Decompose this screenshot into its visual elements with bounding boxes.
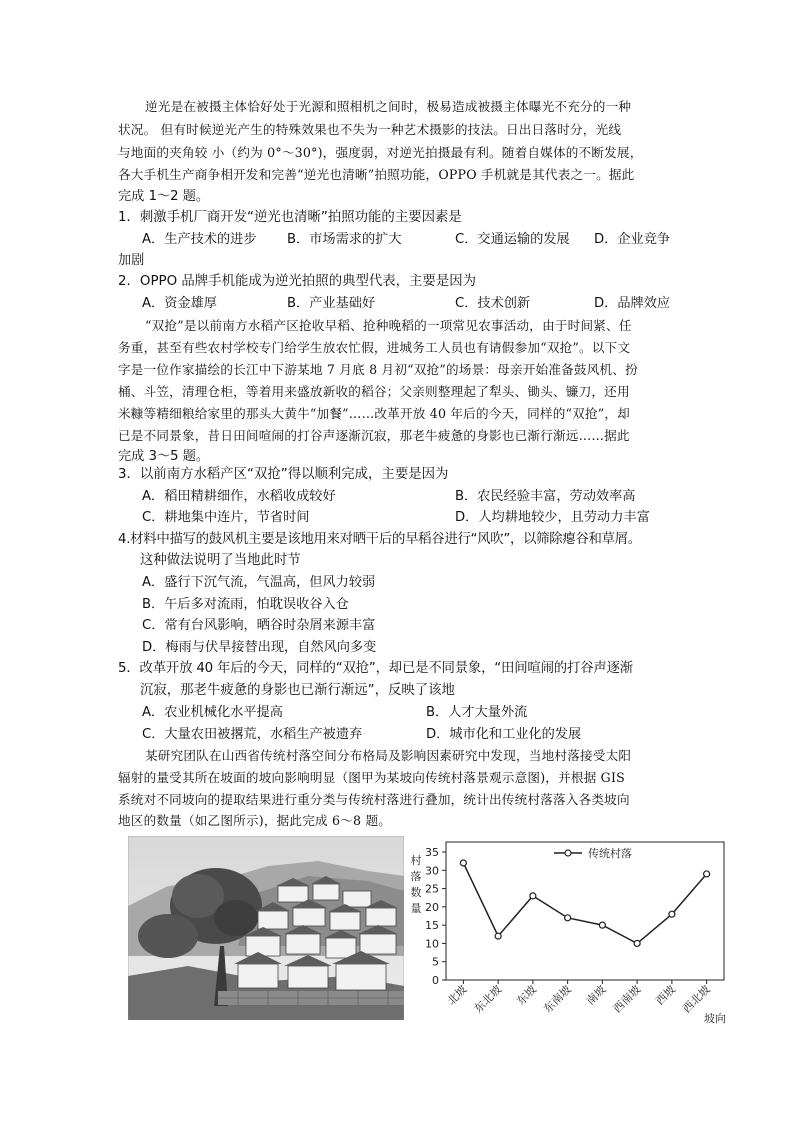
- data-point: [495, 933, 501, 939]
- question-2-stem: 2．OPPO 品牌手机能成为逆光拍照的典型代表，主要是因为: [118, 274, 476, 289]
- passage-2-line-1: “双抢”是以前南方水稻产区抢收早稻、抢种晚稻的一项常见农事活动，由于时间紧、任: [145, 318, 632, 333]
- data-point: [634, 940, 640, 946]
- q3-option-a[interactable]: A．稻田精耕细作，水稻收成较好: [142, 489, 336, 504]
- y-tick-label: 15: [425, 919, 439, 933]
- passage-2-line-7: 完成 3～5 题。: [118, 449, 210, 464]
- y-axis-label-char: 村: [410, 854, 422, 867]
- passage-1-line-5: 完成 1～2 题。: [118, 189, 210, 204]
- x-tick-label: 南坡: [583, 982, 609, 1008]
- data-point: [704, 871, 710, 877]
- q4-option-d[interactable]: D．梅雨与伏旱接替出现，自然风向多变: [142, 640, 377, 655]
- q2-option-a[interactable]: A．资金雄厚: [142, 296, 217, 311]
- passage-2-line-3: 字是一位作家描绘的长江中下游某地 7 月底 8 月初“双抢”的场景：母亲开始准备鼓风机、扮: [118, 362, 638, 377]
- passage-3-line-3: 系统对不同坡向的提取结果进行重分类与传统村落进行叠加，统计出传统村落落入各类坡向: [118, 792, 630, 807]
- question-1-stem: 1．刺激手机厂商开发“逆光也清晰”拍照功能的主要因素是: [118, 210, 462, 225]
- legend-marker: [565, 850, 571, 856]
- passage-1-line-1: 逆光是在被摄主体恰好处于光源和照相机之间时，极易造成被摄主体曝光不充分的一种: [145, 99, 632, 114]
- y-tick-label: 30: [425, 864, 439, 878]
- y-axis-label-char: 量: [410, 902, 422, 915]
- q1-option-a[interactable]: A．生产技术的进步: [142, 232, 257, 247]
- x-tick-label: 东北坡: [471, 982, 505, 1016]
- data-point: [460, 860, 466, 866]
- y-tick-label: 25: [425, 882, 439, 896]
- series-line-traditional-villages: [463, 863, 706, 943]
- passage-1-line-4: 各大手机生产商争相开发和完善“逆光也清晰”拍照功能，OPPO 手机就是其代表之一。据此: [118, 167, 635, 182]
- q3-option-b[interactable]: B．农民经验丰富，劳动效率高: [455, 489, 636, 504]
- x-tick-label: 北坡: [444, 982, 470, 1008]
- q4-option-c[interactable]: C．常有台风影响，晒谷时杂屑来源丰富: [142, 618, 376, 633]
- q3-option-d[interactable]: D．人均耕地较少，且劳动力丰富: [455, 510, 650, 525]
- village-slope-line-chart: [404, 832, 734, 1030]
- passage-2-line-5: 米糠等精细粮给家里的那头大黄牛“加餐”……改革开放 40 年后的今天，同样的“双抢”，却: [118, 406, 630, 421]
- y-tick-label: 10: [425, 937, 439, 951]
- q1-option-c[interactable]: C．交通运输的发展: [455, 232, 570, 247]
- passage-1-line-2: 状况。 但有时候逆光产生的特殊效果也不失为一种艺术摄影的技法。日出日落时分，光线: [118, 122, 622, 137]
- q5-option-d[interactable]: D．城市化和工业化的发展: [426, 727, 582, 742]
- q5-option-c[interactable]: C．大量农田被撂荒，水稻生产被遗弃: [142, 727, 363, 742]
- q5-option-b[interactable]: B．人才大量外流: [426, 705, 528, 720]
- y-tick-label: 35: [425, 846, 439, 859]
- passage-3-line-1: 某研究团队在山西省传统村落空间分布格局及影响因素研究中发现，当地村落接受太阳: [145, 748, 632, 763]
- question-4-stem-cont: 这种做法说明了当地此时节: [140, 553, 301, 568]
- passage-1-line-3: 与地面的夹角较 小（约为 0°～30°)，强度弱，对逆光拍摄最有利。随着自媒体的不断发展，: [118, 145, 643, 160]
- q2-option-d[interactable]: D．品牌效应: [594, 296, 671, 311]
- x-tick-label: 东南坡: [541, 982, 574, 1016]
- x-tick-label: 西北坡: [680, 982, 713, 1016]
- x-tick-label: 西南坡: [610, 982, 644, 1016]
- question-4-stem: 4.材料中描写的鼓风机主要是该地用来对晒干后的早稻谷进行“风吹”，以筛除瘪谷和草屑。: [118, 532, 641, 547]
- passage-3-line-4: 地区的数量（如乙图所示)，据此完成 6～8 题。: [118, 813, 392, 828]
- plot-frame: [446, 842, 724, 980]
- q2-option-b[interactable]: B．产业基础好: [287, 296, 376, 311]
- passage-2-line-2: 务重，甚至有些农村学校专门给学生放农忙假，进城务工人员也有请假参加“双抢”。以下文: [118, 340, 631, 355]
- y-axis-label-char: 落: [410, 870, 422, 883]
- village-landscape-photo: [128, 836, 404, 1020]
- passage-2-line-4: 桶、斗笠，清理仓柜，等着用来盛放新收的稻谷；父亲则整理起了犁头、锄头、镰刀，还用: [118, 384, 630, 399]
- legend-label: 传统村落: [588, 847, 632, 860]
- data-point: [599, 922, 605, 928]
- x-tick-label: 西坡: [653, 982, 678, 1008]
- q1-option-d[interactable]: D．企业竞争: [594, 232, 671, 247]
- q4-option-b[interactable]: B．午后多对流雨，怕耽误收谷入仓: [142, 597, 349, 612]
- data-point: [565, 915, 571, 921]
- question-5-stem-cont: 沉寂，那老牛疲惫的身影也已渐行渐远”，反映了该地: [140, 683, 455, 698]
- q3-option-c[interactable]: C．耕地集中连片，节省时间: [142, 510, 310, 525]
- question-5-stem: 5．改革开放 40 年后的今天，同样的“双抢”，却已是不同景象，“田间喧闹的打谷声逐渐: [118, 661, 633, 676]
- q5-option-a[interactable]: A．农业机械化水平提高: [142, 705, 283, 720]
- q1-option-d-cont: 加剧: [118, 253, 145, 268]
- q1-option-b[interactable]: B．市场需求的扩大: [287, 232, 402, 247]
- x-tick-label: 东坡: [514, 982, 539, 1008]
- x-axis-label: 坡向: [704, 1012, 726, 1025]
- q4-option-a[interactable]: A．盛行下沉气流，气温高，但风力较弱: [142, 575, 376, 590]
- data-point: [669, 911, 675, 917]
- passage-2-line-6: 已是不同景象，昔日田间喧闹的打谷声逐渐沉寂，那老牛疲惫的身影也已渐行渐远……据此: [118, 428, 630, 443]
- y-tick-label: 20: [425, 900, 439, 914]
- q2-option-c[interactable]: C．技术创新: [455, 296, 531, 311]
- question-3-stem: 3．以前南方水稻产区“双抢”得以顺利完成，主要是因为: [118, 467, 449, 482]
- y-axis-label-char: 数: [410, 886, 422, 899]
- passage-3-line-2: 辐射的量受其所在坡面的坡向影响明显（图甲为某坡向传统村落景观示意图)，并根据 GIS: [118, 770, 625, 785]
- y-tick-label: 0: [432, 974, 439, 987]
- data-point: [530, 893, 536, 899]
- y-tick-label: 5: [432, 955, 439, 969]
